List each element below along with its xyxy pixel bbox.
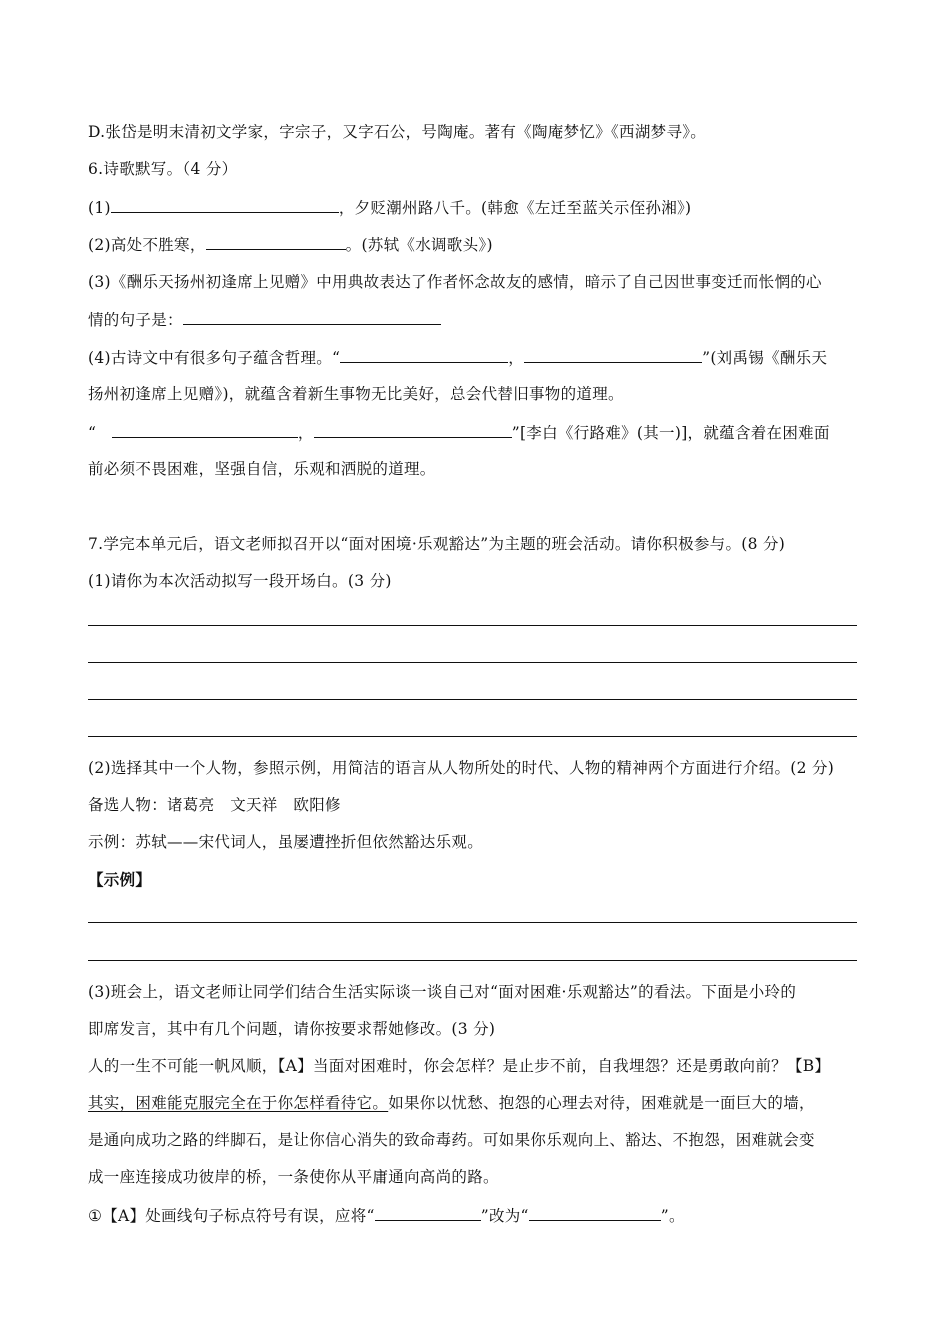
q7-sub1: (1)请你为本次活动拟写一段开场白。(3 分) [88,572,392,590]
answer-line[interactable] [88,662,857,663]
q6-item4-line3-comma: ， [297,424,314,442]
q7-example-label: 【示例】 [88,870,152,889]
answer-blank-5a[interactable] [112,421,298,438]
q5-option-d: D.张岱是明末清初文学家，字宗子，又字石公，号陶庵。著有《陶庵梦忆》《西湖梦寻》。 [88,123,707,141]
q6-title: 6.诗歌默写。（4 分） [88,160,238,178]
answer-blank-2[interactable] [206,233,346,250]
q6-item4-suffix: ”(刘禹锡《酬乐天 [702,349,828,367]
q6-item1 [88,196,868,219]
answer-blank-6b[interactable] [529,1204,661,1221]
q6-item4-line3-suffix: ”[李白《行路难》(其一)]，就蕴含着在困难面 [511,424,830,442]
answer-blank-4a[interactable] [340,346,508,363]
q6-item4-comma: ， [508,349,525,367]
q6-item2 [88,233,868,256]
q7-candidates: 备选人物：诸葛亮 文天祥 欧阳修 [88,796,341,814]
speech-line3: 是通向成功之路的绊脚石，是让你信心消失的致命毒药。可如果你乐观向上、豁达、不抱怨，困难就会变 [88,1131,815,1149]
question-a-middle: ”改为“ [480,1207,529,1225]
answer-blank-3[interactable] [183,308,441,325]
q6-item2-prefix: (2)高处不胜寒， [88,236,206,254]
answer-line[interactable] [88,736,857,737]
q6-item4-line3 [88,421,868,444]
q7-sub3-line2: 即席发言，其中有几个问题，请你按要求帮她修改。(3 分) [88,1020,496,1038]
answer-line[interactable] [88,699,857,700]
q6-item2-suffix: 。(苏轼《水调歌头》) [345,236,493,254]
q7-sub2: (2)选择其中一个人物，参照示例，用简洁的语言从人物所处的时代、人物的精神两个方面进行介绍。(2 分) [88,759,835,777]
answer-blank-4b[interactable] [524,346,702,363]
question-a-suffix: ”。 [660,1207,685,1225]
q6-item4-line3-open: “ [88,424,97,442]
question-a-prefix: ①【A】处画线句子标点符号有误，应将“ [88,1207,375,1225]
q7-sub3-line1: (3)班会上，语文老师让同学们结合生活实际谈一谈自己对“面对困难·乐观豁达”的看法。下面是小玲的 [88,983,797,1001]
speech-underlined-sentence: 其实，困难能克服完全在于你怎样看待它。 [88,1094,389,1112]
q6-item1-suffix: ，夕贬潮州路八千。(韩愈《左迁至蓝关示侄孙湘》) [338,199,692,217]
answer-blank-5b[interactable] [314,421,512,438]
q7-title: 7.学完本单元后，语文老师拟召开以“面对困境·乐观豁达”为主题的班会活动。请你积极参与。(8 分) [88,535,786,553]
answer-line[interactable] [88,922,857,923]
q6-item1-prefix: (1) [88,199,111,217]
q6-item4-line2: 扬州初逢席上见赠》)，就蕴含着新生事物无比美好，总会代替旧事物的道理。 [88,385,624,403]
answer-line[interactable] [88,625,857,626]
q6-item4-line1 [88,346,868,369]
speech-line4: 成一座连接成功彼岸的桥，一条使你从平庸通向高尚的路。 [88,1168,499,1186]
q6-item4-prefix: (4)古诗文中有很多句子蕴含哲理。“ [88,349,341,367]
q6-item3-line2 [88,308,868,331]
q6-item3-line1: (3)《酬乐天扬州初逢席上见赠》中用典故表达了作者怀念故友的感情，暗示了自己因世事变迁而怅惘的心 [88,273,822,291]
answer-line[interactable] [88,960,857,961]
answer-blank-1[interactable] [111,196,339,213]
speech-line2-rest: 如果你以忧愁、抱怨的心理去对待，困难就是一面巨大的墙， [388,1094,815,1112]
answer-blank-6a[interactable] [375,1204,481,1221]
q6-item4-line4: 前必须不畏困难，坚强自信，乐观和洒脱的道理。 [88,460,436,478]
q7-sub3-question-a [88,1204,868,1227]
q7-example: 示例：苏轼——宋代词人，虽屡遭挫折但依然豁达乐观。 [88,833,484,851]
q6-item3-prefix: 情的句子是： [88,311,183,329]
speech-line1: 人的一生不可能一帆风顺，【A】当面对困难时，你会怎样？是止步不前，自我埋怨？还是勇敢向前？【B】 [88,1057,831,1075]
speech-line2 [88,1092,868,1114]
